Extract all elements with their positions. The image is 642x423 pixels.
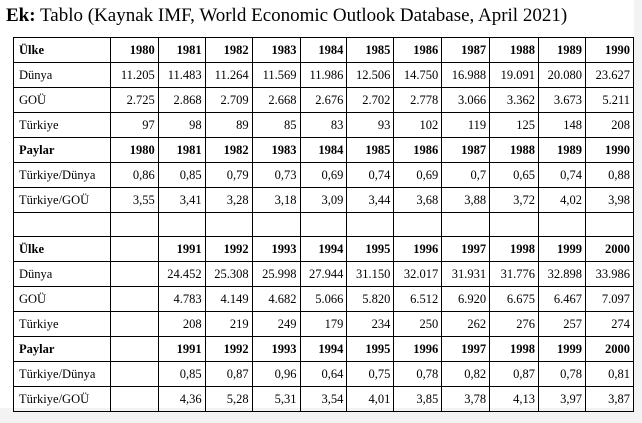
value-cell: 0,69 <box>394 163 442 188</box>
value-cell: 1987 <box>442 138 490 163</box>
value-cell: 4,02 <box>539 188 586 213</box>
value-cell: 2.702 <box>347 88 394 113</box>
table-row <box>14 312 634 337</box>
value-cell: 1999 <box>539 237 586 262</box>
value-cell: 5,28 <box>205 387 252 412</box>
value-cell: 0,78 <box>394 362 442 387</box>
value-cell: 1988 <box>490 138 539 163</box>
value-cell: 23.627 <box>585 63 633 88</box>
value-cell: 3,55 <box>110 188 158 213</box>
data-table <box>13 37 634 412</box>
value-cell: 0,74 <box>539 163 586 188</box>
value-cell: 14.750 <box>394 63 442 88</box>
value-cell: 0,73 <box>252 163 300 188</box>
value-cell <box>252 213 300 237</box>
table-row <box>14 387 634 412</box>
value-cell: 1994 <box>300 337 347 362</box>
value-cell: 89 <box>205 113 252 138</box>
row-label-cell: GOÜ <box>14 287 111 312</box>
value-cell: 3,28 <box>205 188 252 213</box>
value-cell: 4,13 <box>490 387 539 412</box>
value-cell: 1985 <box>347 38 394 63</box>
value-cell: 2000 <box>585 337 633 362</box>
value-cell: 83 <box>300 113 347 138</box>
value-cell: 219 <box>205 312 252 337</box>
value-cell: 234 <box>347 312 394 337</box>
value-cell: 1996 <box>394 237 442 262</box>
value-cell: 32.898 <box>539 262 586 287</box>
value-cell: 4.682 <box>252 287 300 312</box>
value-cell: 2.668 <box>252 88 300 113</box>
value-cell: 1986 <box>394 138 442 163</box>
row-label-cell: Dünya <box>14 262 111 287</box>
table-row <box>14 88 634 113</box>
header-row <box>14 38 634 63</box>
value-cell <box>110 337 158 362</box>
value-cell: 1980 <box>110 38 158 63</box>
value-cell: 208 <box>158 312 205 337</box>
value-cell: 0,85 <box>158 163 205 188</box>
value-cell: 257 <box>539 312 586 337</box>
value-cell: 276 <box>490 312 539 337</box>
table-row <box>14 287 634 312</box>
value-cell: 0,96 <box>252 362 300 387</box>
value-cell: 1987 <box>442 38 490 63</box>
value-cell <box>300 213 347 237</box>
header-row <box>14 337 634 362</box>
value-cell: 3,98 <box>585 188 633 213</box>
value-cell: 33.986 <box>585 262 633 287</box>
value-cell: 1982 <box>205 38 252 63</box>
value-cell: 1993 <box>252 337 300 362</box>
value-cell: 1992 <box>205 237 252 262</box>
value-cell: 11.205 <box>110 63 158 88</box>
value-cell: 250 <box>394 312 442 337</box>
value-cell: 1990 <box>585 38 633 63</box>
spacer-row <box>14 213 634 237</box>
value-cell: 1995 <box>347 337 394 362</box>
value-cell: 102 <box>394 113 442 138</box>
value-cell: 0,7 <box>442 163 490 188</box>
row-label-cell: Türkiye <box>14 113 111 138</box>
value-cell <box>442 213 490 237</box>
header-row <box>14 237 634 262</box>
table-row <box>14 63 634 88</box>
value-cell: 1983 <box>252 38 300 63</box>
row-label-cell: Türkiye <box>14 312 111 337</box>
value-cell <box>110 237 158 262</box>
value-cell: 1981 <box>158 38 205 63</box>
value-cell: 0,87 <box>205 362 252 387</box>
value-cell: 32.017 <box>394 262 442 287</box>
value-cell: 3.066 <box>442 88 490 113</box>
row-label-cell: GOÜ <box>14 88 111 113</box>
value-cell <box>110 262 158 287</box>
value-cell: 1991 <box>158 237 205 262</box>
value-cell: 1984 <box>300 38 347 63</box>
value-cell: 0,69 <box>300 163 347 188</box>
value-cell: 3,78 <box>442 387 490 412</box>
value-cell: 93 <box>347 113 394 138</box>
value-cell: 125 <box>490 113 539 138</box>
value-cell <box>347 213 394 237</box>
value-cell: 16.988 <box>442 63 490 88</box>
value-cell <box>585 213 633 237</box>
table-body <box>14 38 634 412</box>
value-cell: 0,86 <box>110 163 158 188</box>
value-cell: 0,65 <box>490 163 539 188</box>
value-cell: 20.080 <box>539 63 586 88</box>
value-cell: 12.506 <box>347 63 394 88</box>
value-cell: 1989 <box>539 138 586 163</box>
value-cell: 0,74 <box>347 163 394 188</box>
row-label-cell: Türkiye/Dünya <box>14 362 111 387</box>
value-cell: 148 <box>539 113 586 138</box>
value-cell: 24.452 <box>158 262 205 287</box>
value-cell: 0,78 <box>539 362 586 387</box>
value-cell: 6.512 <box>394 287 442 312</box>
value-cell: 11.264 <box>205 63 252 88</box>
value-cell: 1993 <box>252 237 300 262</box>
row-label-cell: Türkiye/GOÜ <box>14 387 111 412</box>
value-cell: 4,36 <box>158 387 205 412</box>
value-cell: 2.778 <box>394 88 442 113</box>
row-label-cell: Paylar <box>14 138 111 163</box>
row-label-cell: Ülke <box>14 38 111 63</box>
value-cell: 1985 <box>347 138 394 163</box>
value-cell: 0,75 <box>347 362 394 387</box>
value-cell: 6.675 <box>490 287 539 312</box>
value-cell <box>205 213 252 237</box>
value-cell: 1981 <box>158 138 205 163</box>
value-cell: 5,31 <box>252 387 300 412</box>
value-cell: 0,88 <box>585 163 633 188</box>
value-cell: 97 <box>110 113 158 138</box>
value-cell <box>158 213 205 237</box>
value-cell: 0,79 <box>205 163 252 188</box>
row-label-cell: Türkiye/Dünya <box>14 163 111 188</box>
value-cell: 1983 <box>252 138 300 163</box>
title-prefix: Ek: <box>6 5 36 26</box>
value-cell: 19.091 <box>490 63 539 88</box>
value-cell: 1996 <box>394 337 442 362</box>
value-cell: 2.868 <box>158 88 205 113</box>
value-cell: 2.725 <box>110 88 158 113</box>
value-cell: 7.097 <box>585 287 633 312</box>
value-cell: 3,85 <box>394 387 442 412</box>
value-cell: 119 <box>442 113 490 138</box>
value-cell: 1997 <box>442 337 490 362</box>
row-label-cell <box>14 213 111 237</box>
value-cell: 4.783 <box>158 287 205 312</box>
value-cell: 25.998 <box>252 262 300 287</box>
row-label-cell: Türkiye/GOÜ <box>14 188 111 213</box>
value-cell: 1994 <box>300 237 347 262</box>
row-label-cell: Paylar <box>14 337 111 362</box>
value-cell: 3,87 <box>585 387 633 412</box>
value-cell <box>539 213 586 237</box>
value-cell: 5.066 <box>300 287 347 312</box>
value-cell: 5.820 <box>347 287 394 312</box>
value-cell: 3,68 <box>394 188 442 213</box>
value-cell: 3,54 <box>300 387 347 412</box>
value-cell: 1992 <box>205 337 252 362</box>
value-cell: 0,85 <box>158 362 205 387</box>
value-cell: 3,97 <box>539 387 586 412</box>
value-cell: 3.362 <box>490 88 539 113</box>
value-cell: 4,01 <box>347 387 394 412</box>
value-cell: 3,18 <box>252 188 300 213</box>
value-cell <box>490 213 539 237</box>
value-cell: 31.150 <box>347 262 394 287</box>
value-cell <box>110 312 158 337</box>
value-cell: 3.673 <box>539 88 586 113</box>
value-cell: 262 <box>442 312 490 337</box>
table-row <box>14 262 634 287</box>
value-cell: 31.776 <box>490 262 539 287</box>
value-cell: 85 <box>252 113 300 138</box>
value-cell: 179 <box>300 312 347 337</box>
value-cell: 3,72 <box>490 188 539 213</box>
value-cell: 0,64 <box>300 362 347 387</box>
value-cell: 0,82 <box>442 362 490 387</box>
table-row <box>14 113 634 138</box>
value-cell: 1995 <box>347 237 394 262</box>
value-cell: 3,44 <box>347 188 394 213</box>
row-label-cell: Dünya <box>14 63 111 88</box>
value-cell: 0,87 <box>490 362 539 387</box>
value-cell: 2000 <box>585 237 633 262</box>
value-cell: 6.467 <box>539 287 586 312</box>
value-cell: 31.931 <box>442 262 490 287</box>
value-cell: 1982 <box>205 138 252 163</box>
title-text: Tablo (Kaynak IMF, World Economic Outlook Database, April 2021) <box>35 5 568 26</box>
value-cell: 1988 <box>490 38 539 63</box>
document-title <box>6 4 567 28</box>
value-cell: 3,88 <box>442 188 490 213</box>
value-cell: 1999 <box>539 337 586 362</box>
value-cell: 11.483 <box>158 63 205 88</box>
value-cell: 1984 <box>300 138 347 163</box>
header-row <box>14 138 634 163</box>
value-cell: 1986 <box>394 38 442 63</box>
value-cell: 2.709 <box>205 88 252 113</box>
value-cell: 1990 <box>585 138 633 163</box>
value-cell <box>110 387 158 412</box>
value-cell <box>394 213 442 237</box>
value-cell <box>110 213 158 237</box>
table-row <box>14 163 634 188</box>
value-cell: 11.569 <box>252 63 300 88</box>
value-cell: 1998 <box>490 337 539 362</box>
table-row <box>14 362 634 387</box>
row-label-cell: Ülke <box>14 237 111 262</box>
value-cell: 5.211 <box>585 88 633 113</box>
value-cell: 249 <box>252 312 300 337</box>
value-cell: 11.986 <box>300 63 347 88</box>
table-row <box>14 188 634 213</box>
value-cell: 2.676 <box>300 88 347 113</box>
value-cell: 27.944 <box>300 262 347 287</box>
value-cell: 1980 <box>110 138 158 163</box>
value-cell: 3,41 <box>158 188 205 213</box>
value-cell: 1989 <box>539 38 586 63</box>
value-cell: 98 <box>158 113 205 138</box>
value-cell <box>110 362 158 387</box>
value-cell <box>110 287 158 312</box>
value-cell: 0,81 <box>585 362 633 387</box>
value-cell: 3,09 <box>300 188 347 213</box>
value-cell: 25.308 <box>205 262 252 287</box>
value-cell: 1997 <box>442 237 490 262</box>
value-cell: 1991 <box>158 337 205 362</box>
value-cell: 1998 <box>490 237 539 262</box>
value-cell: 208 <box>585 113 633 138</box>
value-cell: 6.920 <box>442 287 490 312</box>
value-cell: 4.149 <box>205 287 252 312</box>
value-cell: 274 <box>585 312 633 337</box>
